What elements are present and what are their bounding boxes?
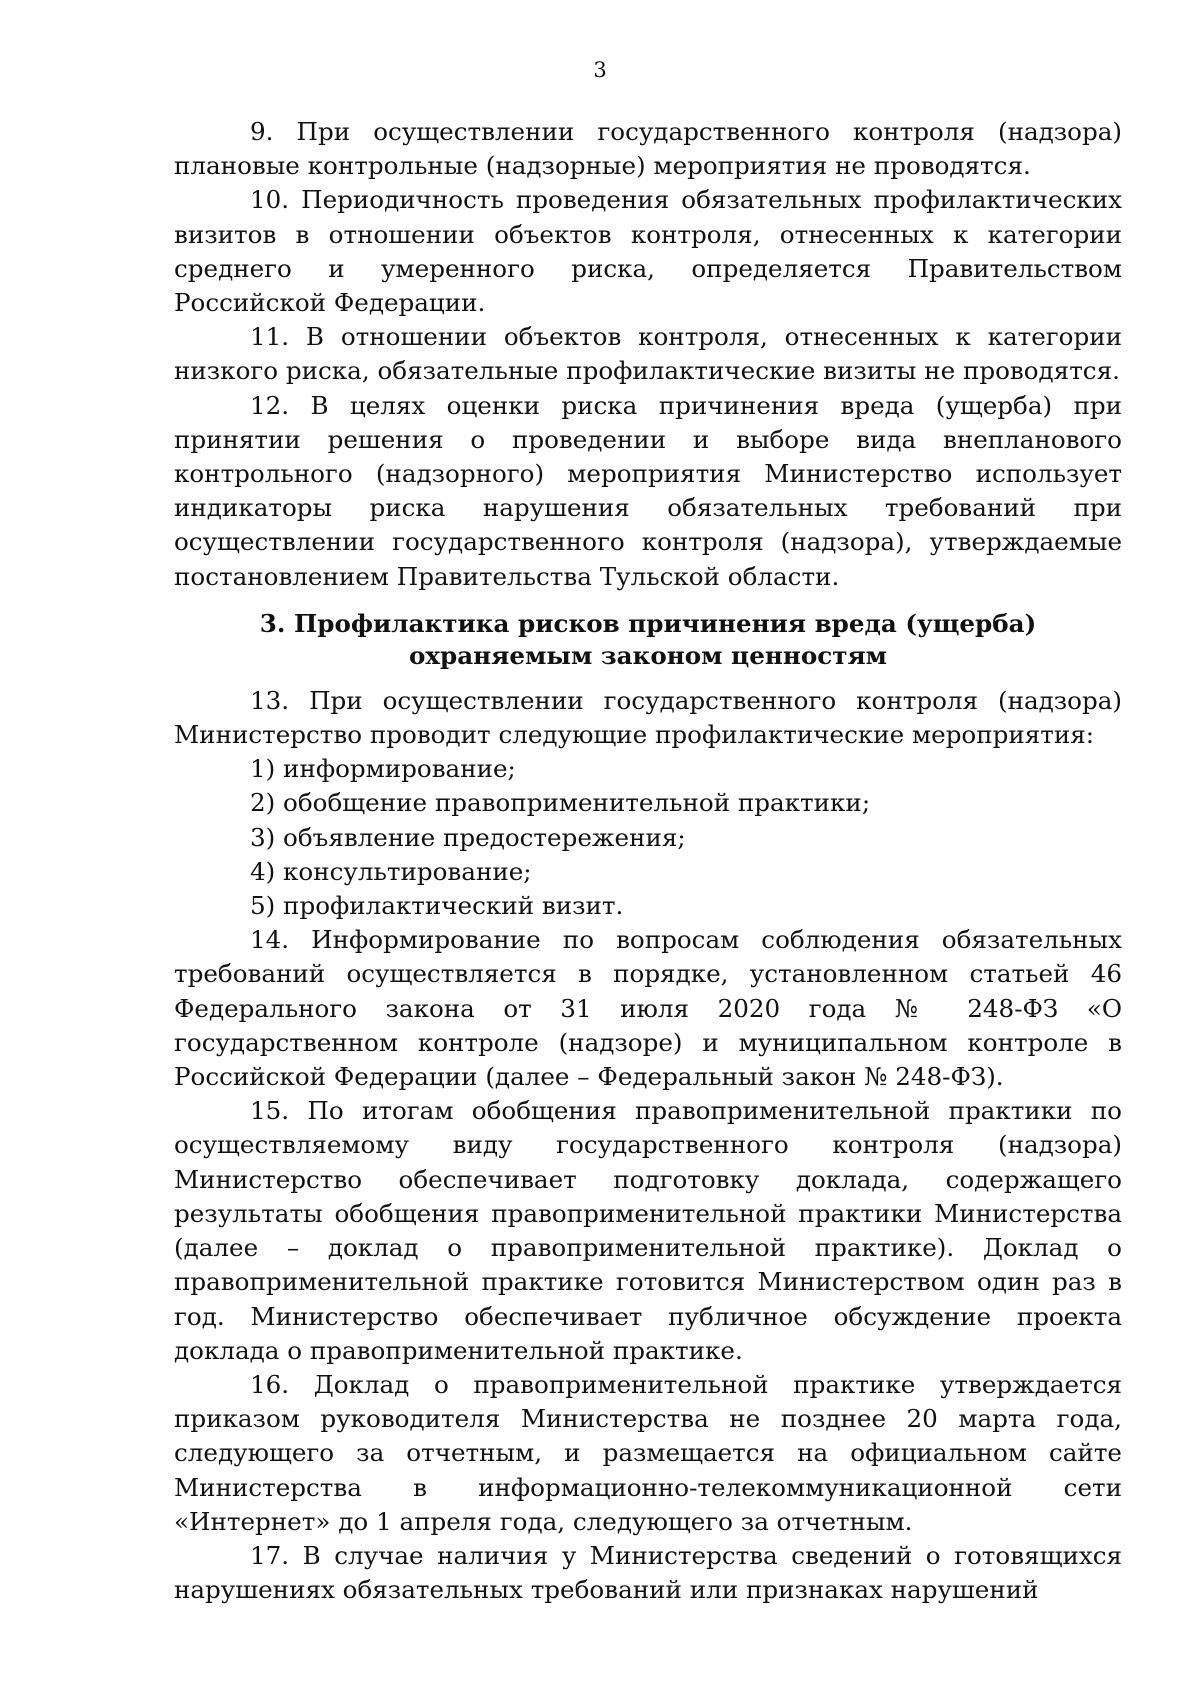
paragraph-9: 9. При осуществлении государственного контроля (надзора) плановые контрольные (надзорные) мероприятия не проводятся. [174,117,1122,181]
paragraph-10: 10. Периодичность проведения обязательных профилактических визитов в отношении объектов контроля, отнесенных к категории среднего и умеренного риска, определяется Правительством Российской Федерации. [174,185,1122,318]
paragraph-15: 15. По итогам обобщения правоприменительной практики по осуществляемому виду государственного контроля (надзора) Министерство обеспечивает подготовку доклада, содержащего результаты обобщения правоприменительной практики Министерства (далее – доклад о правоприменительной практике). Доклад о правоприменительной практике готовится Министерством один раз в год. Министерство обеспечивает публичное обсуждение проекта доклада о правоприменительной практике. [174,1096,1122,1365]
paragraph-13: 13. При осуществлении государственного контроля (надзора) Министерство проводит следующие профилактические мероприятия: [174,685,1122,750]
section-heading-line-1: 3. Профилактика рисков причинения вреда (ущерба) [259,608,1037,638]
list-item: 3) объявление предостережения; [250,822,686,852]
paragraph-17: 17. В случае наличия у Министерства сведений о готовящихся нарушениях обязательных требований или признаках нарушений [174,1540,1122,1605]
section-heading [174,608,1122,672]
paragraph-16: 16. Доклад о правоприменительной практике утверждается приказом руководителя Министерства не позднее 20 марта года, следующего за отчетным, и размещается на официальном сайте Министерства в информационно-телекоммуникационной сети «Интернет» до 1 апреля года, следующего за отчетным. [174,1369,1122,1536]
paragraph-11: 11. В отношении объектов контроля, отнесенных к категории низкого риска, обязательные профилактические визиты не проводятся. [174,322,1122,386]
document-body [174,115,1122,1607]
list-item: 2) обобщение правоприменительной практики; [250,788,871,818]
list-item: 1) информирование; [250,754,516,784]
section-heading-line-2: охраняемым законом ценностям [408,640,888,670]
paragraph-14: 14. Информирование по вопросам соблюдения обязательных требований осуществляется в порядке, установленном статьей 46 Федерального закона от 31 июля 2020 года № 248-ФЗ «О государственном контроле (надзоре) и муниципальном контроле в Российской Федерации (далее – Федеральный закон № 248-ФЗ). [174,925,1122,1092]
page-number: 3 [593,58,607,82]
list-item: 5) профилактический визит. [250,891,624,921]
paragraph-12: 12. В целях оценки риска причинения вреда (ущерба) при принятии решения о проведении и выборе вида внепланового контрольного (надзорного) мероприятия Министерство использует индикаторы риска нарушения обязательных требований при осуществлении государственного контроля (надзора), утверждаемые постановлением Правительства Тульской области. [174,390,1122,591]
list-item: 4) консультирование; [250,856,532,886]
